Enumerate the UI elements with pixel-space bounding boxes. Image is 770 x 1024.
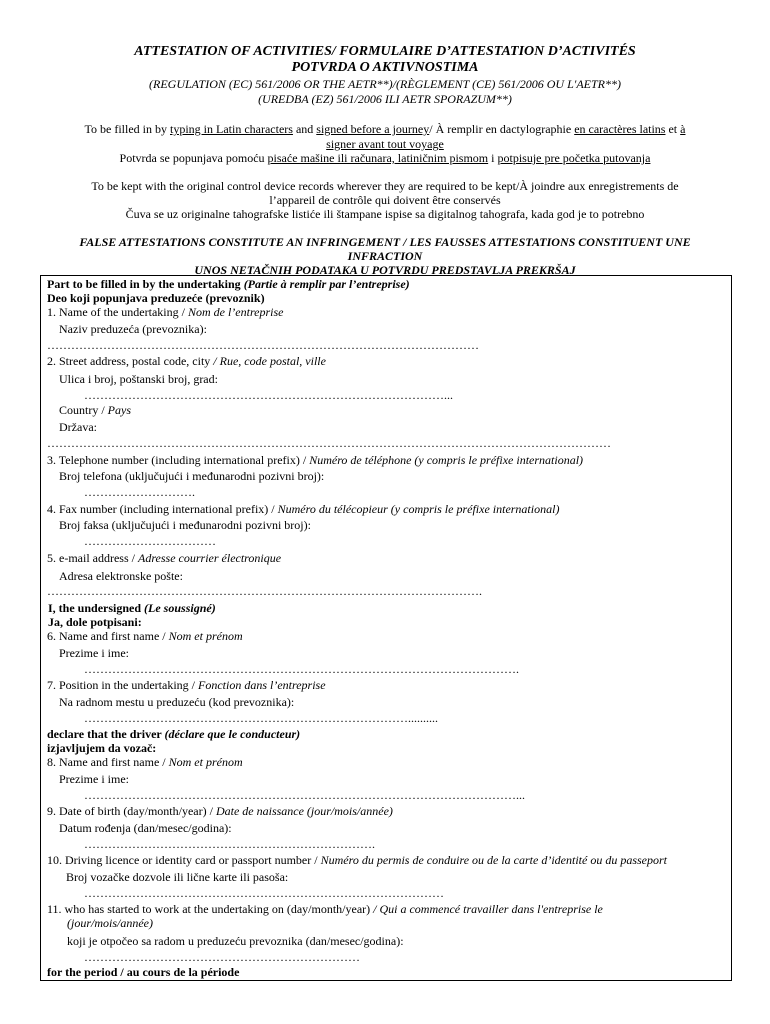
field-10-serbian: Broj vozačke dozvole ili lične karte ili pasoša: [66, 870, 289, 884]
country-serbian: Država: [59, 420, 97, 434]
part-heading-en: Part to be filled in by the undertaking [47, 277, 244, 291]
field-5-en: 5. e-mail address / [47, 551, 138, 565]
field-2-label [47, 354, 326, 368]
fill-text-4: signed before a journey [316, 122, 430, 136]
field-7-serbian: Na radnom mestu u preduzeću (kod prevoznika): [59, 695, 295, 709]
fax-field[interactable]: …………………………… [84, 534, 216, 548]
field-4-en: 4. Fax number (including international prefix) / [47, 502, 278, 516]
field-8-fr: Nom et prénom [168, 755, 243, 769]
keep-instruction-serbian: Čuva se uz originalne tahografske listiće ili štampane ispise sa digitalnog tahografa, kada god je to potrebno [125, 207, 645, 221]
field-2-en: 2. Street address, postal code, city [47, 354, 214, 368]
fill-text-8: à [680, 122, 686, 136]
field-7-en: 7. Position in the undertaking / [47, 678, 198, 692]
undertaking-name-field[interactable]: ……………………………………………………………………………………………… [47, 338, 479, 352]
field-9-serbian: Datum rođenja (dan/mesec/godina): [59, 821, 232, 835]
declare-fr: (déclare que le conducteur) [164, 727, 301, 741]
fill-text-2: typing in Latin characters [170, 122, 293, 136]
date-of-birth-field[interactable]: ………………………………………………………………. [84, 837, 375, 851]
keep-instruction: To be kept with the original control device records wherever they are required to be kept/À joindre aux enregistrements de [91, 179, 679, 193]
field-9-en: 9. Date of birth (day/month/year) / [47, 804, 216, 818]
field-3-fr: Numéro de téléphone (y compris le préfixe international) [309, 453, 584, 467]
field-4-label [47, 502, 559, 516]
undersigned-heading [48, 601, 216, 615]
sr-text-3: i [488, 151, 498, 165]
start-date-field[interactable]: …………………………………………………………… [84, 950, 360, 964]
field-11-fr: / Qui a commencé travailler dans l'entreprise le [373, 902, 603, 916]
field-4-serbian: Broj faksa (uključujući i međunarodni pozivni broj): [59, 518, 311, 532]
field-6-en: 6. Name and first name / [47, 629, 169, 643]
keep-instruction-cont: l’appareil de contrôle qui doivent être conservés [269, 193, 501, 207]
part-heading-fr: (Partie à remplir par l’entreprise) [243, 277, 410, 291]
fill-text-9: signer avant tout voyage [326, 137, 444, 151]
fill-text-3: and [292, 122, 317, 136]
sr-text-4: potpisuje pre početka putovanja [497, 151, 651, 165]
false-attestation-warning: FALSE ATTESTATIONS CONSTITUTE AN INFRINGEMENT / LES FAUSSES ATTESTATIONS CONSTITUENT UNE [79, 235, 691, 249]
fill-instruction-serbian [40, 151, 730, 165]
form-title: ATTESTATION OF ACTIVITIES/ FORMULAIRE D’ATTESTATION D’ACTIVITÉS [134, 44, 636, 59]
field-3-serbian: Broj telefona (uključujući i međunarodni pozivni broj): [59, 469, 325, 483]
field-1-fr: Nom de l’entreprise [187, 305, 284, 319]
field-8-serbian: Prezime i ime: [59, 772, 129, 786]
field-7-label [47, 678, 326, 692]
field-3-label [47, 453, 583, 467]
form-title-serbian: POTVRDA O AKTIVNOSTIMA [291, 60, 479, 75]
fill-text-6: en caractères latins [574, 122, 666, 136]
part-heading-serbian: Deo koji popunjava preduzeće (prevoznik) [47, 291, 265, 305]
signatory-name-field[interactable]: ………………………………………………………………………………………………. [84, 662, 519, 676]
field-5-fr: Adresse courrier électronique [137, 551, 282, 565]
field-11-fr-cont: (jour/mois/année) [67, 916, 153, 930]
field-2-fr: / Rue, code postal, ville [213, 354, 326, 368]
field-5-label [47, 551, 281, 565]
false-attestation-warning-serbian: UNOS NETAČNIH PODATAKA U POTVRDU PREDSTAVLJA PREKRŠAJ [194, 263, 576, 277]
field-5-serbian: Adresa elektronske pošte: [59, 569, 183, 583]
field-4-fr: Numéro du télécopieur (y compris le préfixe international) [277, 502, 560, 516]
country-label [59, 403, 131, 417]
field-10-label [47, 853, 667, 867]
driver-name-field[interactable]: ………………………………………………………………………………………………... [84, 788, 525, 802]
field-8-label [47, 755, 243, 769]
fill-instruction-cont [40, 137, 730, 151]
field-2-serbian: Ulica i broj, poštanski broj, grad: [59, 372, 218, 386]
field-1-serbian: Naziv preduzeća (prevoznika): [59, 322, 207, 336]
field-6-serbian: Prezime i ime: [59, 646, 129, 660]
field-1-en: 1. Name of the undertaking / [47, 305, 188, 319]
field-11-label [47, 902, 603, 916]
field-1-label [47, 305, 284, 319]
sr-text-1: Potvrda se popunjava pomoću [119, 151, 268, 165]
undersigned-en: I, the undersigned [48, 601, 145, 615]
position-field[interactable]: ……………………………………………………………………….......... [84, 711, 438, 725]
undersigned-serbian: Ja, dole potpisani: [48, 615, 142, 629]
fill-instruction [40, 122, 730, 136]
field-10-fr: Numéro du permis de conduire ou de la carte d’identité ou du passeport [320, 853, 667, 867]
period-heading: for the period / au cours de la période [47, 965, 240, 979]
field-3-en: 3. Telephone number (including international prefix) / [47, 453, 310, 467]
sr-text-2: pisaće mašine ili računara, latiničnim pismom [267, 151, 489, 165]
part-heading [47, 277, 410, 291]
telephone-field[interactable]: ………………………. [84, 485, 195, 499]
undersigned-fr: (Le soussigné) [144, 601, 216, 615]
field-9-fr: Date de naissance (jour/mois/année) [215, 804, 393, 818]
field-6-fr: Nom et prénom [168, 629, 243, 643]
regulation-line: (REGULATION (EC) 561/2006 OR THE AETR**)/(RÈGLEMENT (CE) 561/2006 OU L'AETR**) [149, 77, 621, 91]
field-9-label [47, 804, 393, 818]
field-11-en: 11. who has started to work at the undertaking on (day/month/year) [47, 902, 374, 916]
fill-text-7: et [665, 122, 681, 136]
fill-text-5: / À remplir en dactylographie [429, 122, 575, 136]
country-field[interactable]: …………………………………………………………………………………………………………………………… [47, 436, 611, 450]
country-fr: Pays [107, 403, 131, 417]
email-field[interactable]: ………………………………………………………………………………………………. [47, 584, 482, 598]
declare-en: declare that the driver [47, 727, 165, 741]
field-7-fr: Fonction dans l’entreprise [198, 678, 326, 692]
licence-number-field[interactable]: ……………………………………………………………………………… [84, 886, 444, 900]
field-10-en: 10. Driving licence or identity card or passport number / [47, 853, 321, 867]
country-en: Country / [59, 403, 108, 417]
regulation-line-serbian: (UREDBA (EZ) 561/2006 ILI AETR SPORAZUM**) [258, 92, 512, 106]
fill-text-1: To be filled in by [84, 122, 170, 136]
field-8-en: 8. Name and first name / [47, 755, 169, 769]
street-address-field[interactable]: ………………………………………………………………………………... [84, 388, 453, 402]
declare-heading [47, 727, 300, 741]
field-6-label [47, 629, 243, 643]
false-attestation-warning-cont: INFRACTION [347, 249, 423, 263]
declare-serbian: izjavljujem da vozač: [47, 741, 157, 755]
field-11-serbian: koji je otpočeo sa radom u preduzeću prevoznika (dan/mesec/godina): [67, 934, 404, 948]
